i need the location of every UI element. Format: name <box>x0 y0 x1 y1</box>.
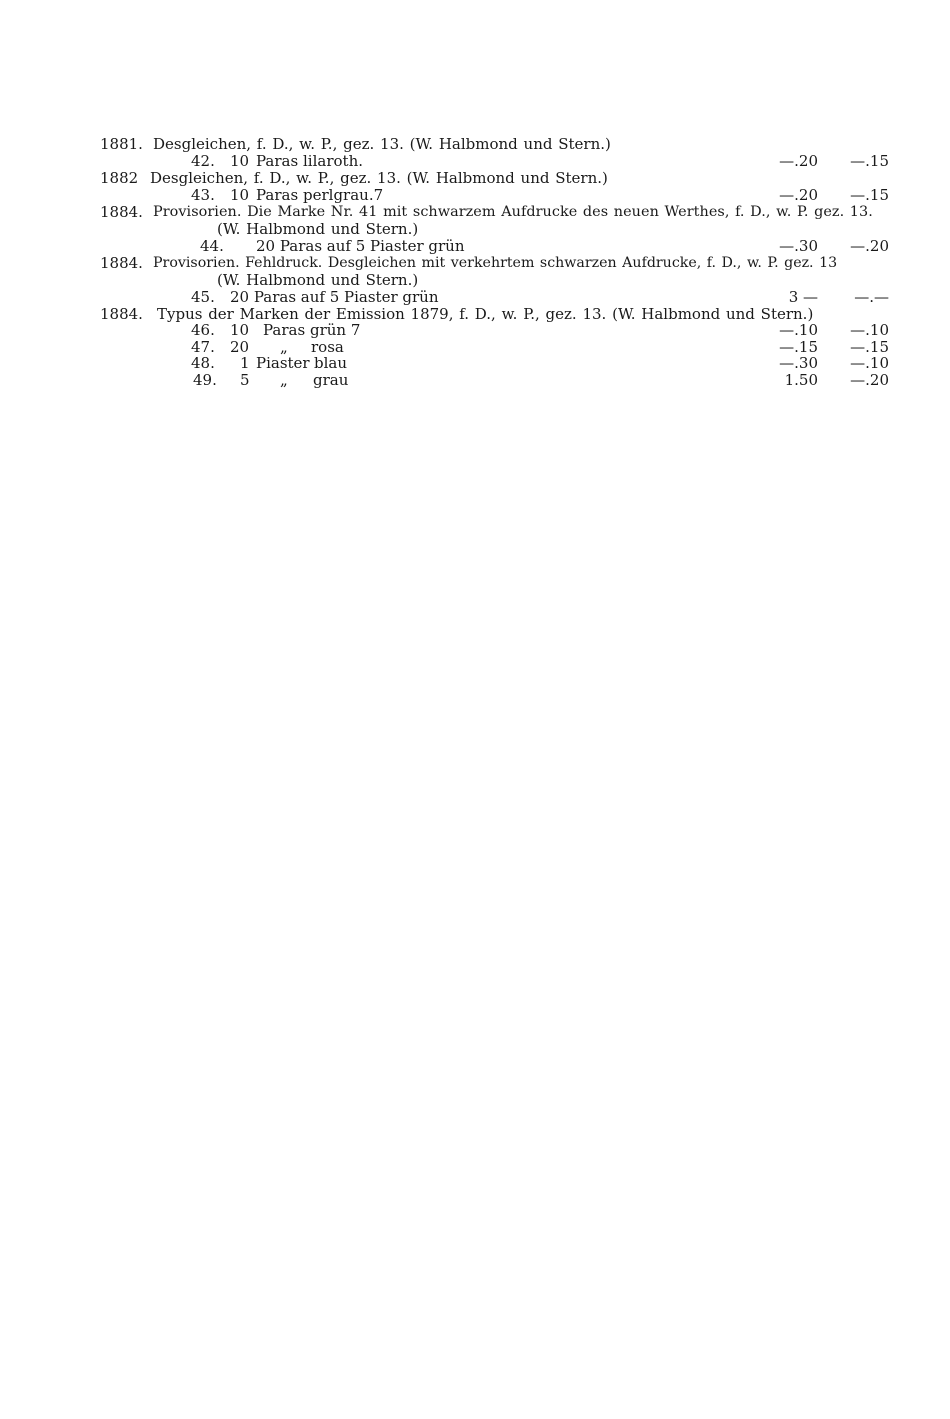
price-unused: —.30 <box>779 354 818 372</box>
issue-year: 1884. <box>100 254 143 272</box>
stamp-value: 20 <box>230 338 250 356</box>
price-used: —.15 <box>850 338 889 356</box>
stamp-number: 44. <box>200 237 224 255</box>
stamp-number: 48. <box>191 354 215 372</box>
issue-year: 1881. <box>100 135 143 153</box>
price-unused: —.30 <box>779 237 818 255</box>
issue-description-continued: (W. Halbmond und Stern.) <box>217 271 419 289</box>
issue-year: 1884. <box>100 203 143 221</box>
price-unused: —.10 <box>779 321 818 339</box>
price-used: —.20 <box>850 237 889 255</box>
stamp-description: 20 Paras auf 5 Piaster grün <box>230 288 439 306</box>
stamp-value: 10 <box>230 186 250 204</box>
price-used: —.15 <box>850 152 889 170</box>
stamp-color: lilaroth. <box>303 152 363 170</box>
ditto-mark: „ <box>280 371 288 389</box>
price-used: —.— <box>854 288 889 306</box>
price-unused: —.20 <box>779 152 818 170</box>
price-unused: —.15 <box>779 338 818 356</box>
issue-description-continued: (W. Halbmond und Stern.) <box>217 220 419 238</box>
stamp-value: 5 <box>240 371 250 389</box>
stamp-color: blau <box>314 354 348 372</box>
stamp-number: 49. <box>193 371 217 389</box>
stamp-number: 42. <box>191 152 215 170</box>
issue-year: 1884. <box>100 305 143 323</box>
price-unused: 1.50 <box>784 371 818 389</box>
stamp-number: 46. <box>191 321 215 339</box>
price-unused: —.20 <box>779 186 818 204</box>
stamp-unit: Paras <box>256 152 299 170</box>
issue-year: 1882 <box>100 169 139 187</box>
stamp-number: 47. <box>191 338 215 356</box>
stamp-number: 45. <box>191 288 215 306</box>
price-used: —.20 <box>850 371 889 389</box>
issue-description: Provisorien. Fehldruck. Desgleichen mit verkehrtem schwarzen Aufdrucke, f. D., w. P. gez. 13 <box>153 255 838 271</box>
issue-description: Provisorien. Die Marke Nr. 41 mit schwarzem Aufdrucke des neuen Werthes, f. D., w. P. gez. 13. <box>153 204 873 220</box>
stamp-color: grün 7 <box>310 321 361 339</box>
stamp-unit: Paras <box>256 186 299 204</box>
stamp-unit: Paras <box>263 321 306 339</box>
stamp-unit: Piaster <box>256 354 310 372</box>
stamp-color: grau <box>313 371 349 389</box>
stamp-description: 20 Paras auf 5 Piaster grün <box>256 237 465 255</box>
stamp-number: 43. <box>191 186 215 204</box>
stamp-value: 10 <box>230 152 250 170</box>
ditto-mark: „ <box>280 338 288 356</box>
stamp-value: 10 <box>230 321 250 339</box>
stamp-value: 1 <box>240 354 250 372</box>
stamp-color: perlgrau.7 <box>303 186 384 204</box>
price-used: —.10 <box>850 354 889 372</box>
issue-description: Desgleichen, f. D., w. P., gez. 13. (W. Halbmond und Stern.) <box>153 135 611 153</box>
issue-description: Desgleichen, f. D., w. P., gez. 13. (W. Halbmond und Stern.) <box>150 169 608 187</box>
price-used: —.10 <box>850 321 889 339</box>
issue-description: Typus der Marken der Emission 1879, f. D., w. P., gez. 13. (W. Halbmond und Stern.) <box>157 305 814 323</box>
price-unused: 3 — <box>788 288 818 306</box>
price-used: —.15 <box>850 186 889 204</box>
stamp-color: rosa <box>311 338 344 356</box>
